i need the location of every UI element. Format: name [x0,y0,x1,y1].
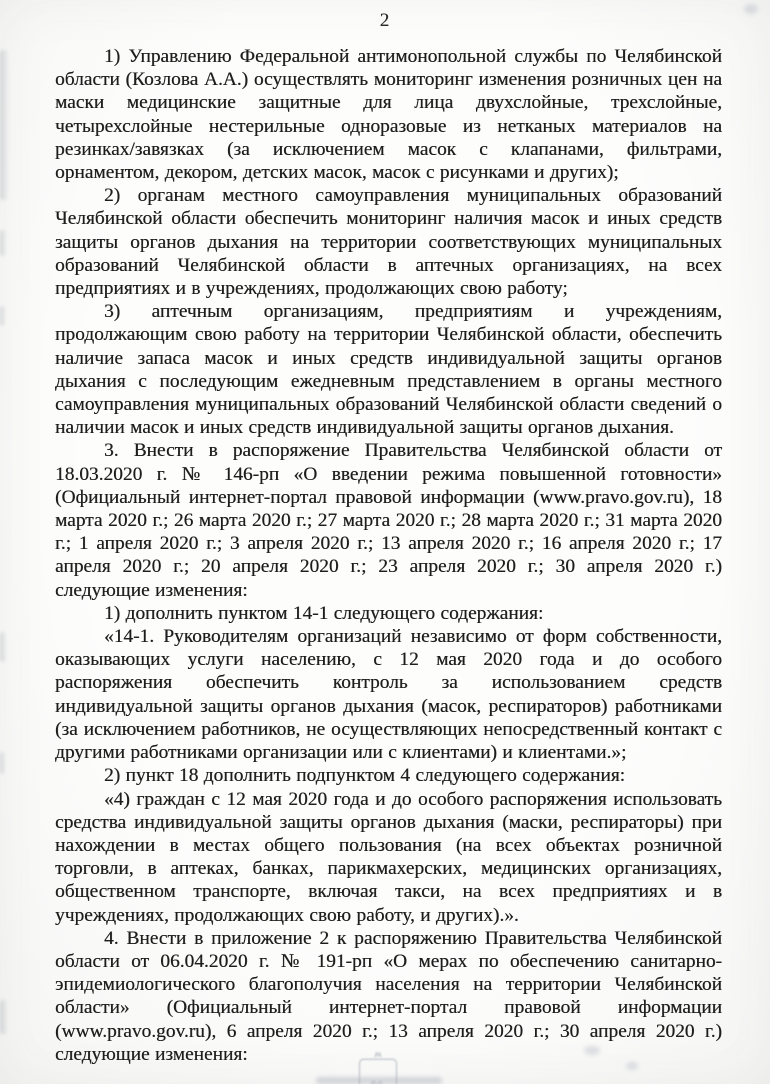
page-number: 2 [379,10,391,31]
paragraph-item-3-pharmacies: 3) аптечным организациям, предприятиям и учреждениям, продолжающим свою работу на территории Челябинской области, обеспечить наличие запаса масок и иных средств индивидуальной защиты органов дыхания с последующим ежедневным представлением в органы местного самоуправления муниципальных образований Челябинской области сведений о наличии масок и иных средств индивидуальной защиты органов дыхания. [55,301,722,439]
watermark-caption-blur [316,1077,442,1084]
scan-noise-smudge [0,1000,8,1034]
scan-noise-spot [626,1062,638,1070]
paragraph-clause-3-amendment: 3. Внести в распоряжение Правительства Челябинской области от 18.03.2020 г. № 146-рп «О введении режима повышенной готовности» (Официальный интернет-портал правовой информации (www.pravo.gov.ru), 18 марта 2020 г.; 26 марта 2020 г.; 27 марта 2020 г.; 28 марта 2020 г.; 31 марта 2020 г.; 1 апреля 2020 г.; 3 апреля 2020 г.; 13 апреля 2020 г.; 16 апреля 2020 г.; 17 апреля 2020 г.; 20 апреля 2020 г.; 23 апреля 2020 г.; 30 апреля 2020 г.) следующие изменения: [55,440,722,601]
document-body [55,45,722,1066]
paragraph-item-1-fas-monitoring: 1) Управлению Федеральной антимонопольной службы по Челябинской области (Козлова А.А.) осуществлять мониторинг изменения розничных цен на маски медицинские защитные для лица двухслойные, трехслойные, четырехслойные нестерильные одноразовые из нетканых материалов на резинках/завязках (за исключением масок с клапанами, фильтрами, орнаментом, декором, детских масок, масок с рисунками и других); [55,46,722,184]
paragraph-subclause-2-heading: 2) пункт 18 дополнить подпунктом 4 следующего содержания: [104,765,626,787]
scan-noise-smudge [0,306,6,326]
paragraph-subclause-1-heading: 1) дополнить пунктом 14-1 следующего содержания: [104,602,544,624]
scan-noise-smudge [0,230,7,256]
paragraph-point-14-1-text: «14-1. Руководителям организаций независимо от форм собственности, оказывающих услуги населению, с 12 мая 2020 года и до особого распоряжения обеспечить контроль за использованием средств индивидуальной защиты органов дыхания (масок, респираторов) работниками (за исключением работников, не осуществляющих непосредственный контакт с другими работниками организации или с клиентами) и клиентами.»; [55,626,722,764]
scan-noise-smudge [0,50,9,200]
scan-noise-smudge [0,752,6,774]
paragraph-item-2-local-authorities: 2) органам местного самоуправления муниципальных образований Челябинской области обеспечить мониторинг наличия масок и иных средств защиты органов дыхания на территории соответствующих муниципальных образований Челябинской области в аптечных организациях, на всех предприятиях и в учреждениях, продолжающих свою работу; [55,185,722,300]
scan-noise-spot [744,4,758,14]
paragraph-point-4-text: «4) граждан с 12 мая 2020 года и до особого распоряжения использовать средства индивидуальной защиты органов дыхания (маски, респираторы) при нахождении в местах общего пользования (на всех объектах розничной торговли, в аптеках, банках, парикмахерских, медицинских организациях, общественном транспорте, включая такси, на всех предприятиях и в учреждениях, продолжающих свою работу, и других).». [55,788,722,926]
scan-noise-smudge [0,632,7,662]
paragraph-clause-4-amendment: 4. Внести в приложение 2 к распоряжению Правительства Челябинской области от 06.04.2020 г. № 191-рп «О мерах по обеспечению санитарно-эпидемиологического благополучия населения на территории Челябинской области» (Официальный интернет-портал правовой информации (www.pravo.gov.ru), 6 апреля 2020 г.; 13 апреля 2020 г.; 30 апреля 2020 г.) следующие изменения: [55,927,722,1065]
scan-noise-spot [584,1046,600,1055]
